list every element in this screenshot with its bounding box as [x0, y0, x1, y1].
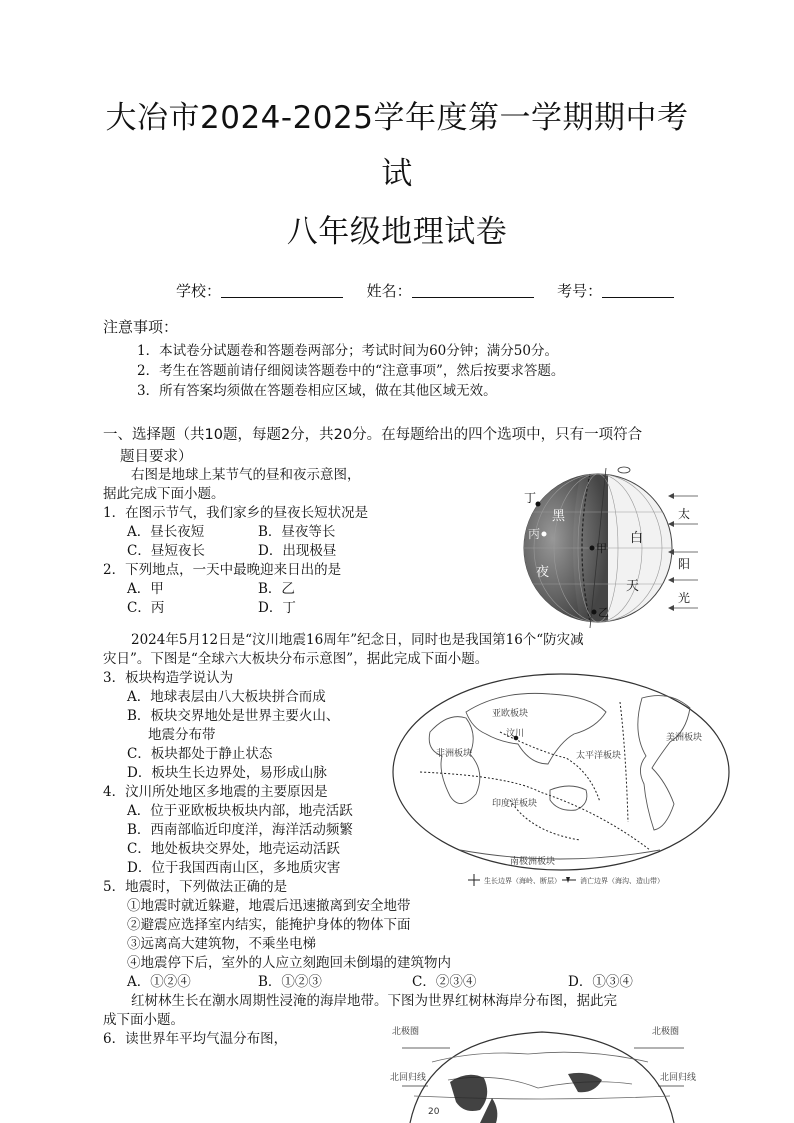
student-info-row — [176, 280, 674, 301]
city-wenchuan: 汶川 — [506, 729, 525, 739]
plate-american: 美洲板块 — [666, 733, 703, 743]
legend-growth-boundary: 生长边界（海岭、断层） — [484, 877, 561, 885]
point-bing: 丙 — [528, 527, 541, 541]
night-char-2: 夜 — [536, 565, 550, 580]
paper-title-line2: 试 — [381, 156, 413, 192]
paper-title-line1: 大冶市2024-2025学年度第一学期期中考 — [105, 100, 689, 136]
q3-option-d[interactable]: D．板块生长边界处，易形成山脉 — [127, 765, 327, 781]
tropic-label-left: 北回归线 — [390, 1073, 427, 1083]
world-temperature-map-figure — [388, 1018, 696, 1123]
sun-char-3: 光 — [678, 591, 691, 605]
id-field[interactable] — [602, 283, 674, 298]
notice-item-1: 1．本试卷分试题卷和答题卷两部分；考试时间为60分钟；满分50分。 — [137, 343, 558, 359]
legend-subduction-boundary: 消亡边界（海沟、造山带） — [580, 877, 664, 885]
notice-item-3: 3．所有答案均须做在答题卷相应区域，做在其他区域无效。 — [137, 383, 497, 399]
q3-option-b-cont: 地震分布带 — [148, 727, 216, 743]
id-label: 考号： — [557, 282, 603, 300]
q1-option-c[interactable]: C．昼短夜长 — [127, 543, 205, 559]
plate-map-figure — [390, 672, 732, 894]
group2-intro-1: 2024年5月12日是“汶川地震16周年”纪念日，同时也是我国第16个“防灾减 — [131, 632, 584, 648]
q3-option-c[interactable]: C．板块都处于静止状态 — [127, 746, 273, 762]
q4-option-b[interactable]: B．西南部临近印度洋，海洋活动频繁 — [127, 822, 353, 838]
q5-statement-1: ①地震时就近躲避，地震后迅速撤离到安全地带 — [127, 898, 411, 914]
isotherm-label: 20 — [428, 1107, 440, 1117]
plate-indian: 印度洋板块 — [492, 799, 538, 809]
q4-option-a[interactable]: A．位于亚欧板块板块内部，地壳活跃 — [127, 803, 353, 819]
group1-intro-1: 右图是地球上某节气的昼和夜示意图， — [131, 467, 361, 483]
q2-option-b[interactable]: B．乙 — [258, 581, 295, 597]
q2-option-d[interactable]: D．丁 — [258, 600, 296, 616]
q5-stem: 5．地震时，下列做法正确的是 — [103, 879, 288, 895]
q5-option-d[interactable]: D．①③④ — [568, 974, 633, 990]
section1-heading: 一、选择题（共10题，每题2分，共20分。在每题给出的四个选项中，只有一项符合 — [103, 427, 643, 443]
q5-statement-2: ②避震应选择室内结实，能掩护身体的物体下面 — [127, 917, 411, 933]
q5-option-c[interactable]: C．②③④ — [412, 974, 477, 990]
name-label: 姓名： — [366, 282, 412, 300]
group3-intro-1: 红树林生长在潮水周期性浸淹的海岸地带。下图为世界红树林海岸分布图，据此完 — [131, 993, 617, 1009]
notice-item-2: 2．考生在答题前请仔细阅读答题卷中的“注意事项”，然后按要求答题。 — [137, 363, 565, 379]
q1-option-b[interactable]: B．昼夜等长 — [258, 524, 336, 540]
school-label: 学校： — [176, 282, 222, 300]
q2-option-a[interactable]: A．甲 — [127, 581, 164, 597]
q1-option-d[interactable]: D．出现极昼 — [258, 543, 337, 559]
sun-char-1: 太 — [678, 507, 691, 521]
q5-statement-4: ④地震停下后，室外的人应立刻跑回未倒塌的建筑物内 — [127, 955, 451, 971]
point-yi: 乙 — [598, 606, 609, 619]
plate-eurasian: 亚欧板块 — [492, 709, 529, 719]
q2-option-c[interactable]: C．丙 — [127, 600, 165, 616]
day-char-1: 白 — [630, 531, 644, 546]
q5-option-a[interactable]: A．①②④ — [127, 974, 191, 990]
q4-stem: 4．汶川所处地区多地震的主要原因是 — [103, 784, 328, 800]
section1-heading-cont: 题目要求） — [120, 449, 193, 465]
q3-stem: 3．板块构造学说认为 — [103, 670, 234, 686]
q3-option-b[interactable]: B．板块交界地处是世界主要火山、 — [127, 708, 340, 724]
q6-stem: 6．读世界年平均气温分布图， — [103, 1031, 288, 1047]
point-jia: 甲 — [596, 542, 607, 555]
name-field[interactable] — [412, 283, 534, 298]
q5-option-b[interactable]: B．①②③ — [258, 974, 322, 990]
group1-intro-2: 据此完成下面小题。 — [103, 486, 225, 502]
arctic-circle-label-right: 北极圈 — [652, 1027, 680, 1037]
arctic-circle-label-left: 北极圈 — [392, 1027, 420, 1037]
q1-stem: 1．在图示节气，我们家乡的昼夜长短状况是 — [103, 505, 369, 521]
q5-statement-3: ③远离高大建筑物，不乘坐电梯 — [127, 936, 316, 952]
point-ding: 丁 — [524, 491, 537, 505]
q4-option-c[interactable]: C．地处板块交界处，地壳运动活跃 — [127, 841, 340, 857]
plate-pacific: 太平洋板块 — [576, 751, 622, 761]
sun-char-2: 阳 — [678, 557, 691, 571]
plate-antarctic: 南极洲板块 — [510, 857, 556, 867]
group2-intro-2: 灾日”。下图是“全球六大板块分布示意图”，据此完成下面小题。 — [103, 651, 489, 667]
q4-option-d[interactable]: D．位于我国西南山区，多地质灾害 — [127, 860, 341, 876]
tropic-label-right: 北回归线 — [660, 1073, 696, 1083]
paper-subtitle: 八年级地理试卷 — [286, 214, 508, 250]
q3-option-a[interactable]: A．地球表层由八大板块拼合而成 — [127, 689, 326, 705]
day-char-2: 天 — [626, 579, 640, 594]
night-char-1: 黑 — [552, 509, 566, 524]
school-field[interactable] — [221, 283, 343, 298]
q2-stem: 2．下列地点，一天中最晚迎来日出的是 — [103, 562, 342, 578]
notice-heading: 注意事项： — [103, 318, 179, 336]
plate-african: 非洲板块 — [436, 749, 473, 759]
q1-option-a[interactable]: A．昼长夜短 — [127, 524, 205, 540]
day-night-globe-figure — [508, 462, 700, 630]
group3-intro-2: 成下面小题。 — [103, 1012, 184, 1028]
